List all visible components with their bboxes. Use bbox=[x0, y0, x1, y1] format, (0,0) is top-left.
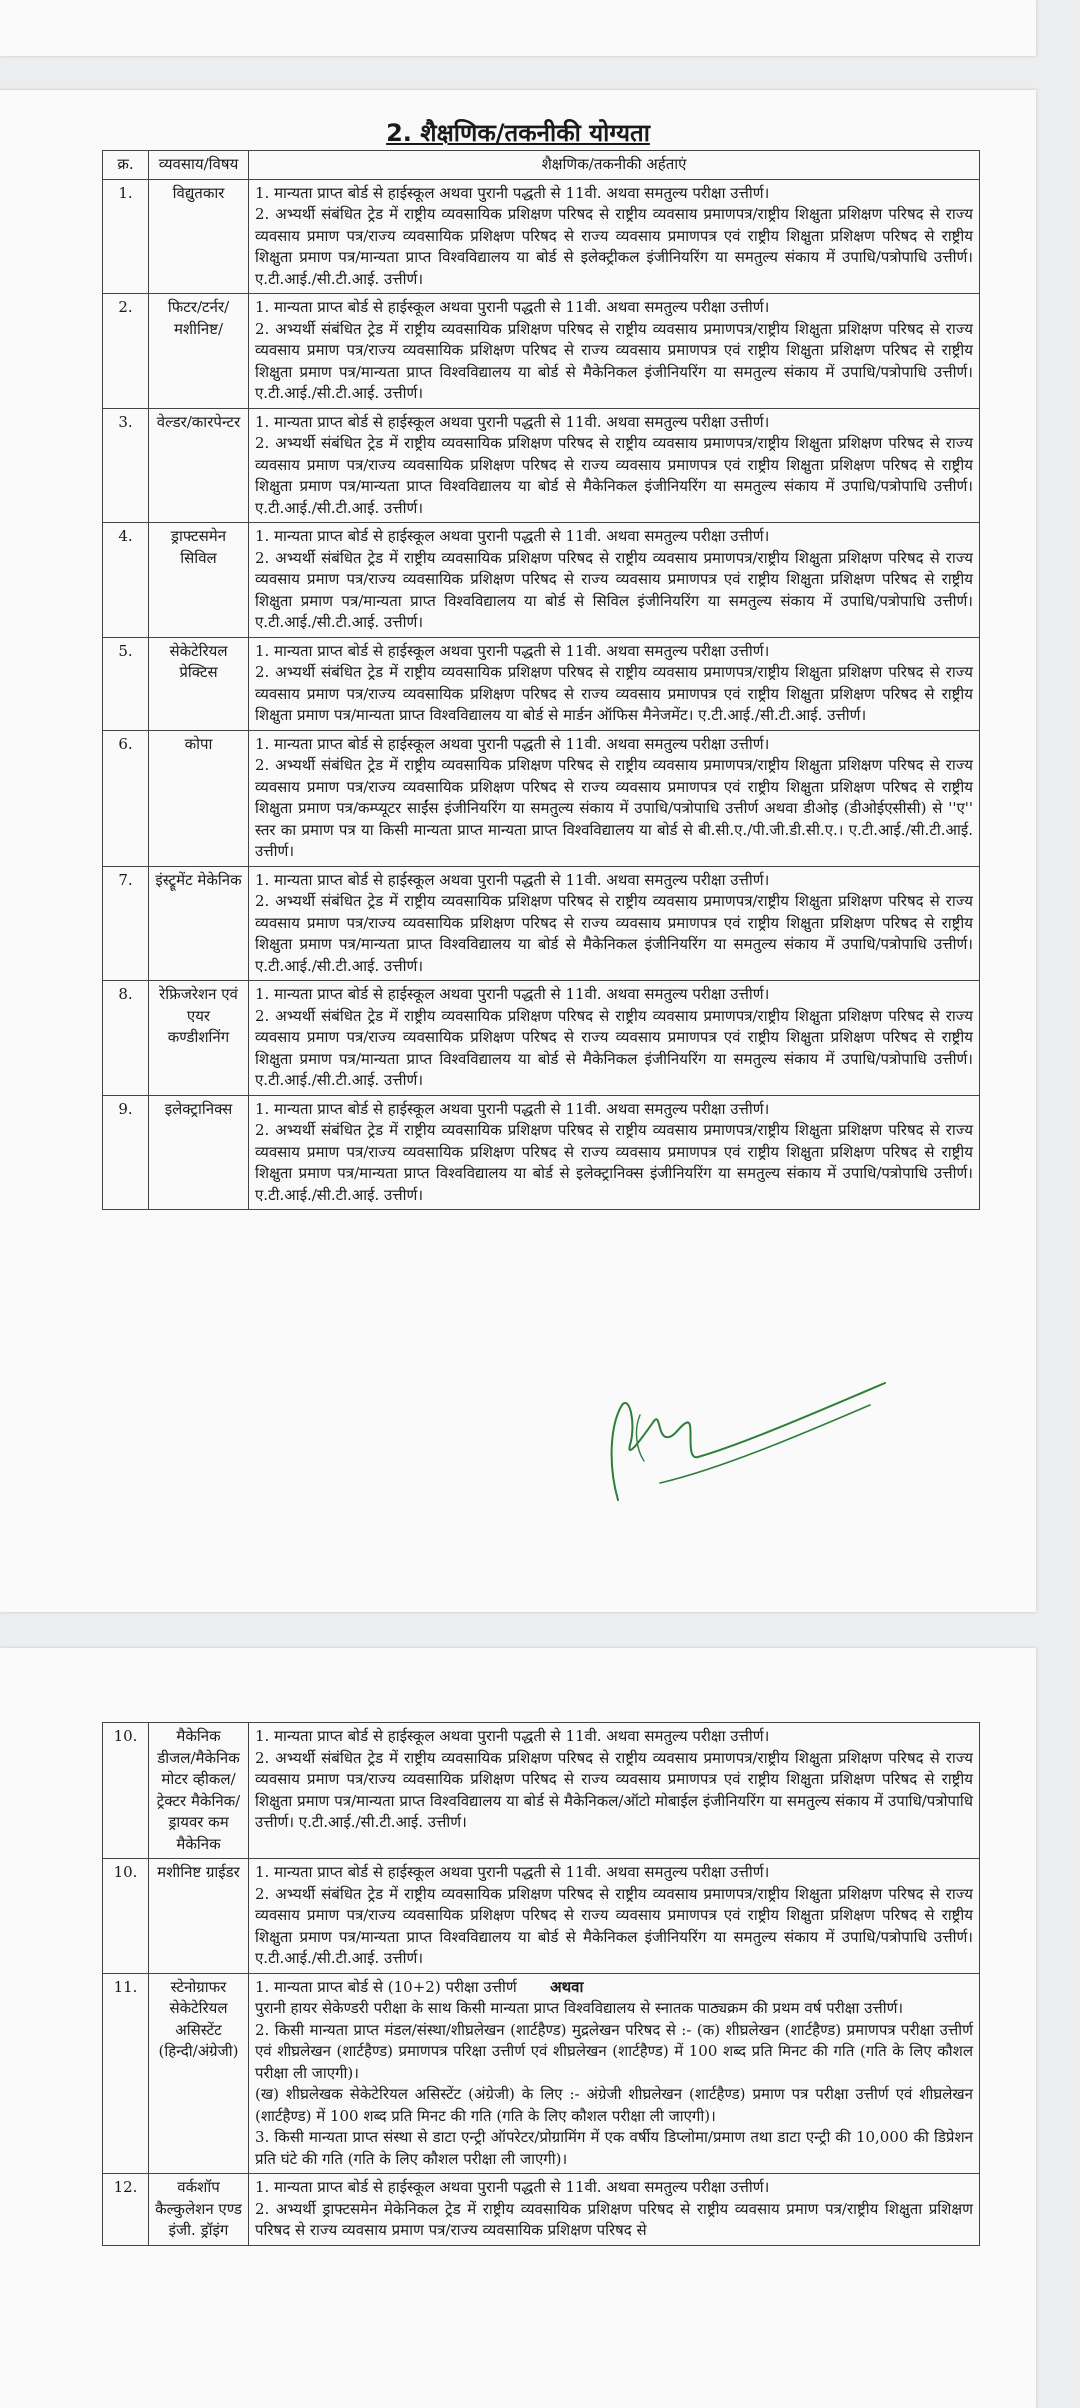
row-qualification bbox=[249, 1859, 980, 1974]
or-label: अथवा bbox=[550, 1977, 584, 1996]
row-qualification bbox=[249, 730, 980, 866]
row-trade: सेकेटेरियल प्रेक्टिस bbox=[149, 637, 249, 730]
table-row bbox=[103, 730, 980, 866]
row-qualification bbox=[249, 2174, 980, 2246]
row-trade: इलेक्ट्रानिक्स bbox=[149, 1095, 249, 1210]
row-sn: 10. bbox=[103, 1723, 149, 1859]
qualification-point-1: 1. मान्यता प्राप्त बोर्ड से हाईस्कूल अथवा पुरानी पद्धती से 11वी. अथवा समतुल्य परीक्षा उत्तीर्ण। bbox=[255, 298, 770, 316]
row-trade: वेल्डर/कारपेन्टर bbox=[149, 408, 249, 523]
qualification-point-2: 2. अभ्यर्थी संबंधित ट्रेड में राष्ट्रीय व्यवसायिक प्रशिक्षण परिषद से राष्ट्रीय व्यवसाय प्रमाणपत्र/राष्ट्रीय शिक्षुता प्रशिक्षण परिषद से राज्य व्यवसाय प्रमाण पत्र/राज्य व्यवसायिक प्रशिक्षण परिषद से राज्य व्यवसाय प्रमाणपत्र एवं राष्ट्रीय शिक्षुता प्रशिक्षण परिषद से राष्ट्रीय शिक्षुता प्रमाण पत्र/मान्यता प्राप्त विश्वविद्यालय या बोर्ड से मार्डन ऑफिस मैनेजमेंट। ए.टी.आई./सी.टी.आई. उत्तीर्ण। bbox=[255, 663, 973, 724]
qualification-point-1: 1. मान्यता प्राप्त बोर्ड से हाईस्कूल अथवा पुरानी पद्धती से 11वी. अथवा समतुल्य परीक्षा उत्तीर्ण। bbox=[255, 183, 770, 202]
row-sn: 2. bbox=[103, 294, 149, 409]
row-trade: विद्युतकार bbox=[149, 179, 249, 294]
qualification-point-1: 1. मान्यता प्राप्त बोर्ड से हाईस्कूल अथवा पुरानी पद्धती से 11वी. अथवा समतुल्य परीक्षा उत्तीर्ण। bbox=[255, 734, 770, 753]
row-sn: 6. bbox=[103, 730, 149, 866]
qualification-point-2: 2. अभ्यर्थी संबंधित ट्रेड में राष्ट्रीय व्यवसायिक प्रशिक्षण परिषद से राष्ट्रीय व्यवसाय प्रमाणपत्र/राष्ट्रीय शिक्षुता प्रशिक्षण परिषद से राज्य व्यवसाय प्रमाण पत्र/राज्य व्यवसायिक प्रशिक्षण परिषद से राज्य व्यवसाय प्रमाणपत्र एवं राष्ट्रीय शिक्षुता प्रशिक्षण परिषद से राष्ट्रीय शिक्षुता प्रमाण पत्र/मान्यता प्राप्त विश्वविद्यालय या बोर्ड से मैकेनिकल इंजीनियरिंग या समतुल्य संकाय में उपाधि/पत्रोपाधि उत्तीर्ण। ए.टी.आई./सी.टी.आई. उत्तीर्ण। bbox=[255, 1884, 973, 1967]
row-sn: 10. bbox=[103, 1859, 149, 1974]
row-qualification bbox=[249, 637, 980, 730]
qualification-point-2: 2. अभ्यर्थी संबंधित ट्रेड में राष्ट्रीय व्यवसायिक प्रशिक्षण परिषद से राष्ट्रीय व्यवसाय प्रमाणपत्र/राष्ट्रीय शिक्षुता प्रशिक्षण परिषद से राज्य व्यवसाय प्रमाण पत्र/राज्य व्यवसायिक प्रशिक्षण परिषद से राज्य व्यवसाय प्रमाणपत्र एवं राष्ट्रीय शिक्षुता प्रशिक्षण परिषद से राष्ट्रीय शिक्षुता प्रमाण पत्र/मान्यता प्राप्त विश्वविद्यालय या बोर्ड से इलेक्ट्रीकल इंजीनियरिंग या समतुल्य संकाय में उपाधि/पत्रोपाधि उत्तीर्ण। ए.टी.आई./सी.टी.आई. उत्तीर्ण। bbox=[255, 205, 973, 288]
table-row bbox=[103, 1723, 980, 1859]
row-sn: 11. bbox=[103, 1973, 149, 2174]
qualification-point-1: 1. मान्यता प्राप्त बोर्ड से हाईस्कूल अथवा पुरानी पद्धती से 11वी. अथवा समतुल्य परीक्षा उत्तीर्ण। bbox=[255, 1863, 770, 1881]
qualification-point-1-alt: पुरानी हायर सेकेण्डरी परीक्षा के साथ किसी मान्यता प्राप्त विश्वविद्यालय से स्नातक पाठ्यक्रम की प्रथम वर्ष परीक्षा उत्तीर्ण। bbox=[255, 1999, 904, 2017]
row-sn: 9. bbox=[103, 1095, 149, 1210]
header-sn: क्र. bbox=[103, 151, 149, 180]
row-qualification bbox=[249, 981, 980, 1096]
row-qualification bbox=[249, 1973, 980, 2174]
qualification-point-2: 2. अभ्यर्थी संबंधित ट्रेड में राष्ट्रीय व्यवसायिक प्रशिक्षण परिषद से राष्ट्रीय व्यवसाय प्रमाणपत्र/राष्ट्रीय शिक्षुता प्रशिक्षण परिषद से राज्य व्यवसाय प्रमाण पत्र/राज्य व्यवसायिक प्रशिक्षण परिषद से राज्य व्यवसाय प्रमाणपत्र एवं राष्ट्रीय शिक्षुता प्रशिक्षण परिषद से राष्ट्रीय शिक्षुता प्रमाण पत्र/मान्यता प्राप्त विश्वविद्यालय या बोर्ड से मैकेनिकल इंजीनियरिंग या समतुल्य संकाय में उपाधि/पत्रोपाधि उत्तीर्ण। ए.टी.आई./सी.टी.आई. उत्तीर्ण। bbox=[255, 1006, 973, 1089]
row-trade: वर्कशॉप कैल्कुलेशन एण्ड इंजी. ड्रॉइंग bbox=[149, 2174, 249, 2246]
qualification-point-2: 2. अभ्यर्थी संबंधित ट्रेड में राष्ट्रीय व्यवसायिक प्रशिक्षण परिषद से राष्ट्रीय व्यवसाय प्रमाणपत्र/राष्ट्रीय शिक्षुता प्रशिक्षण परिषद से राज्य व्यवसाय प्रमाण पत्र/राज्य व्यवसायिक प्रशिक्षण परिषद से राज्य व्यवसाय प्रमाणपत्र एवं राष्ट्रीय शिक्षुता प्रशिक्षण परिषद से राष्ट्रीय शिक्षुता प्रमाण पत्र/मान्यता प्राप्त विश्वविद्यालय या बोर्ड से मैकेनिकल इंजीनियरिंग या समतुल्य संकाय में उपाधि/पत्रोपाधि उत्तीर्ण। ए.टी.आई./सी.टी.आई. उत्तीर्ण। bbox=[255, 319, 973, 402]
qualification-point-3: 3. किसी मान्यता प्राप्त संस्था से डाटा एन्ट्री ऑपरेटर/प्रोग्रामिंग में एक वर्षीय डिप्लोमा/प्रमाण तथा डाटा एन्ट्री की 10,000 की डिप्रेशन प्रति घंटे की गति (गति के लिए कौशल परीक्षा ली जाएगी)। bbox=[255, 2128, 973, 2168]
row-sn: 1. bbox=[103, 179, 149, 294]
qualification-point-2: 2. अभ्यर्थी संबंधित ट्रेड में राष्ट्रीय व्यवसायिक प्रशिक्षण परिषद से राष्ट्रीय व्यवसाय प्रमाणपत्र/राष्ट्रीय शिक्षुता प्रशिक्षण परिषद से राज्य व्यवसाय प्रमाण पत्र/राज्य व्यवसायिक प्रशिक्षण परिषद से राज्य व्यवसाय प्रमाणपत्र एवं राष्ट्रीय शिक्षुता प्रशिक्षण परिषद से राष्ट्रीय शिक्षुता प्रमाण पत्र/मान्यता प्राप्त विश्वविद्यालय या बोर्ड से मैकेनिकल इंजीनियरिंग या समतुल्य संकाय में उपाधि/पत्रोपाधि उत्तीर्ण। ए.टी.आई./सी.टी.आई. उत्तीर्ण। bbox=[255, 892, 973, 975]
table-row bbox=[103, 179, 980, 294]
qualification-point-2b: (ख) शीघ्रलेखक सेकेटेरियल असिस्टेंट (अंग्रेजी) के लिए :- अंग्रेजी शीघ्रलेखन (शार्टहैण्ड) प्रमाण पत्र परीक्षा उत्तीर्ण एवं शीघ्रलेखन (शार्टहैण्ड) में 100 शब्द प्रति मिनट की गति (गति के लिए कौशल परीक्षा ली जाएगी)। bbox=[255, 2085, 973, 2125]
qualification-point-1: 1. मान्यता प्राप्त बोर्ड से हाईस्कूल अथवा पुरानी पद्धती से 11वी. अथवा समतुल्य परीक्षा उत्तीर्ण। bbox=[255, 641, 770, 660]
row-trade: मशीनिष्ट ग्राईडर bbox=[149, 1859, 249, 1974]
signature-stroke bbox=[612, 1383, 885, 1500]
qualification-point-2: 2. अभ्यर्थी संबंधित ट्रेड में राष्ट्रीय व्यवसायिक प्रशिक्षण परिषद से राष्ट्रीय व्यवसाय प्रमाणपत्र/राष्ट्रीय शिक्षुता प्रशिक्षण परिषद से राज्य व्यवसाय प्रमाण पत्र/राज्य व्यवसायिक प्रशिक्षण परिषद से राज्य व्यवसाय प्रमाणपत्र एवं राष्ट्रीय शिक्षुता प्रशिक्षण परिषद से राष्ट्रीय शिक्षुता प्रमाण पत्र/मान्यता प्राप्त विश्वविद्यालय या बोर्ड से सिविल इंजीनियरिंग या समतुल्य संकाय में उपाधि/पत्रोपाधि उत्तीर्ण। ए.टी.आई./सी.टी.आई. उत्तीर्ण। bbox=[255, 548, 973, 631]
qualification-point-1: 1. मान्यता प्राप्त बोर्ड से हाईस्कूल अथवा पुरानी पद्धती से 11वी. अथवा समतुल्य परीक्षा उत्तीर्ण। bbox=[255, 527, 770, 545]
qualification-point-2: 2. अभ्यर्थी संबंधित ट्रेड में राष्ट्रीय व्यवसायिक प्रशिक्षण परिषद से राष्ट्रीय व्यवसाय प्रमाणपत्र/राष्ट्रीय शिक्षुता प्रशिक्षण परिषद से राज्य व्यवसाय प्रमाण पत्र/राज्य व्यवसायिक प्रशिक्षण परिषद से राज्य व्यवसाय प्रमाणपत्र एवं राष्ट्रीय शिक्षुता प्रशिक्षण परिषद से राष्ट्रीय शिक्षुता प्रमाण पत्र/कम्प्यूटर साईंस इंजीनियरिंग या समतुल्य संकाय में उपाधि/पत्रोपाधि उत्तीर्ण अथवा डीओइ (डीओईएसीसी) से ''ए'' स्तर का प्रमाण पत्र या किसी मान्यता प्राप्त मान्यता प्राप्त विश्वविद्यालय या बोर्ड से बी.सी.ए./पी.जी.डी.सी.ए.। ए.टी.आई./सी.टी.आई. उत्तीर्ण। bbox=[255, 756, 973, 860]
document-page-1 bbox=[0, 90, 1036, 1612]
row-qualification bbox=[249, 294, 980, 409]
qualification-text: 1. मान्यता प्राप्त बोर्ड से (10+2) परीक्षा उत्तीर्ण bbox=[255, 1977, 517, 1996]
signature bbox=[600, 1365, 900, 1505]
faded-stamp bbox=[420, 1658, 620, 1680]
section-title: 2. शैक्षणिक/तकनीकी योग्यता bbox=[386, 119, 650, 147]
row-trade: इंस्ट्रूमेंट मेकेनिक bbox=[149, 866, 249, 981]
table-row bbox=[103, 866, 980, 981]
qualification-table bbox=[102, 150, 980, 1210]
qualification-point-2: 2. अभ्यर्थी संबंधित ट्रेड में राष्ट्रीय व्यवसायिक प्रशिक्षण परिषद से राष्ट्रीय व्यवसाय प्रमाणपत्र/राष्ट्रीय शिक्षुता प्रशिक्षण परिषद से राज्य व्यवसाय प्रमाण पत्र/राज्य व्यवसायिक प्रशिक्षण परिषद से राज्य व्यवसाय प्रमाणपत्र एवं राष्ट्रीय शिक्षुता प्रशिक्षण परिषद से राष्ट्रीय शिक्षुता प्रमाण पत्र/मान्यता प्राप्त विश्वविद्यालय या बोर्ड से मैकेनिकल इंजीनियरिंग या समतुल्य संकाय में उपाधि/पत्रोपाधि उत्तीर्ण। ए.टी.आई./सी.टी.आई. उत्तीर्ण। bbox=[255, 434, 973, 517]
row-qualification bbox=[249, 179, 980, 294]
qualification-point-1: 1. मान्यता प्राप्त बोर्ड से हाईस्कूल अथवा पुरानी पद्धती से 11वी. अथवा समतुल्य परीक्षा उत्तीर्ण। bbox=[255, 1727, 770, 1745]
row-sn: 5. bbox=[103, 637, 149, 730]
row-qualification bbox=[249, 408, 980, 523]
qualification-point-1: 1. मान्यता प्राप्त बोर्ड से हाईस्कूल अथवा पुरानी पद्धती से 11वी. अथवा समतुल्य परीक्षा उत्तीर्ण। bbox=[255, 412, 770, 431]
row-sn: 4. bbox=[103, 523, 149, 638]
table-row bbox=[103, 981, 980, 1096]
qualification-point-2: 2. किसी मान्यता प्राप्त मंडल/संस्था/शीघ्रलेखन (शार्टहैण्ड) मुद्रलेखन परिषद से :- (क) शीघ्रलेखन (शार्टहैण्ड) प्रमाणपत्र परीक्षा उत्तीर्ण एवं शीघ्रलेखन (शार्टहैण्ड) प्रमाणपत्र परिक्षा उत्तीर्ण एवं शीघ्रलेखन (शार्टहैण्ड) में 100 शब्द प्रति मिनट की गति (गति के लिए कौशल परीक्षा ली जाएगी)। bbox=[255, 2020, 973, 2082]
row-trade: ड्राफ्टसमेन सिविल bbox=[149, 523, 249, 638]
row-trade: रेफ्रिजरेशन एवं एयर कण्डीशनिंग bbox=[149, 981, 249, 1096]
row-sn: 12. bbox=[103, 2174, 149, 2246]
qualification-table-continued bbox=[102, 1722, 980, 2246]
header-qualification: शैक्षणिक/तकनीकी अर्हताएं bbox=[249, 151, 980, 180]
row-qualification bbox=[249, 523, 980, 638]
qualification-point-2: 2. अभ्यर्थी संबंधित ट्रेड में राष्ट्रीय व्यवसायिक प्रशिक्षण परिषद से राष्ट्रीय व्यवसाय प्रमाणपत्र/राष्ट्रीय शिक्षुता प्रशिक्षण परिषद से राज्य व्यवसाय प्रमाण पत्र/राज्य व्यवसायिक प्रशिक्षण परिषद से राज्य व्यवसाय प्रमाणपत्र एवं राष्ट्रीय शिक्षुता प्रशिक्षण परिषद से राष्ट्रीय शिक्षुता प्रमाण पत्र/मान्यता प्राप्त विश्वविद्यालय या बोर्ड से इलेक्ट्रानिक्स इंजीनियरिंग या समतुल्य संकाय में उपाधि/पत्रोपाधि उत्तीर्ण। ए.टी.आई./सी.टी.आई. उत्तीर्ण। bbox=[255, 1121, 973, 1204]
qualification-point-1: 1. मान्यता प्राप्त बोर्ड से हाईस्कूल अथवा पुरानी पद्धती से 11वी. अथवा समतुल्य परीक्षा उत्तीर्ण। bbox=[255, 870, 770, 889]
table-row bbox=[103, 294, 980, 409]
row-qualification bbox=[249, 1095, 980, 1210]
row-qualification bbox=[249, 866, 980, 981]
table-header-row bbox=[103, 151, 980, 180]
table-row bbox=[103, 408, 980, 523]
table-row bbox=[103, 2174, 980, 2246]
qualification-point-1: 1. मान्यता प्राप्त बोर्ड से हाईस्कूल अथवा पुरानी पद्धती से 11वी. अथवा समतुल्य परीक्षा उत्तीर्ण। bbox=[255, 985, 770, 1003]
qualification-point-1: 1. मान्यता प्राप्त बोर्ड से हाईस्कूल अथवा पुरानी पद्धती से 11वी. अथवा समतुल्य परीक्षा उत्तीर्ण। bbox=[255, 1099, 770, 1118]
qualification-point-1 bbox=[255, 1977, 973, 1999]
row-trade: कोपा bbox=[149, 730, 249, 866]
table-row bbox=[103, 1973, 980, 2174]
row-trade: मैकेनिक डीजल/मैकेनिक मोटर व्हीकल/ट्रेक्टर मैकेनिक/ड्रायवर कम मैकेनिक bbox=[149, 1723, 249, 1859]
row-sn: 8. bbox=[103, 981, 149, 1096]
header-trade: व्यवसाय/विषय bbox=[149, 151, 249, 180]
row-trade: स्टेनोग्राफर सेकेटेरियल असिस्टेंट (हिन्दी/अंग्रेजी) bbox=[149, 1973, 249, 2174]
table-row bbox=[103, 1095, 980, 1210]
table-row bbox=[103, 523, 980, 638]
qualification-point-2: 2. अभ्यर्थी ड्राफ्टसमेन मेकेनिकल ट्रेड में राष्ट्रीय व्यवसायिक प्रशिक्षण परिषद से राष्ट्रीय व्यवसाय प्रमाण पत्र/राष्ट्रीय शिक्षुता प्रशिक्षण परिषद से राज्य व्यवसाय प्रमाण पत्र/राज्य व्यवसायिक प्रशिक्षण परिषद से bbox=[255, 2199, 973, 2239]
row-trade: फिटर/टर्नर/मशीनिष्ट/ bbox=[149, 294, 249, 409]
document-page-2 bbox=[0, 1648, 1036, 2408]
table-row bbox=[103, 1859, 980, 1974]
row-sn: 3. bbox=[103, 408, 149, 523]
qualification-point-1: 1. मान्यता प्राप्त बोर्ड से हाईस्कूल अथवा पुरानी पद्धती से 11वी. अथवा समतुल्य परीक्षा उत्तीर्ण। bbox=[255, 2178, 770, 2196]
qualification-point-2: 2. अभ्यर्थी संबंधित ट्रेड में राष्ट्रीय व्यवसायिक प्रशिक्षण परिषद से राष्ट्रीय व्यवसाय प्रमाणपत्र/राष्ट्रीय शिक्षुता प्रशिक्षण परिषद से राज्य व्यवसाय प्रमाण पत्र/राज्य व्यवसायिक प्रशिक्षण परिषद से राज्य व्यवसाय प्रमाणपत्र एवं राष्ट्रीय शिक्षुता प्रशिक्षण परिषद से राष्ट्रीय शिक्षुता प्रमाण पत्र/मान्यता प्राप्त विश्वविद्यालय या बोर्ड से मैकेनिकल/ऑटो मोबाईल इंजीनियरिंग या समतुल्य संकाय में उपाधि/पत्रोपाधि उत्तीर्ण। ए.टी.आई./सी.टी.आई. उत्तीर्ण। bbox=[255, 1748, 973, 1831]
row-sn: 7. bbox=[103, 866, 149, 981]
table-row bbox=[103, 637, 980, 730]
previous-page-fragment bbox=[0, 0, 1036, 56]
row-qualification bbox=[249, 1723, 980, 1859]
